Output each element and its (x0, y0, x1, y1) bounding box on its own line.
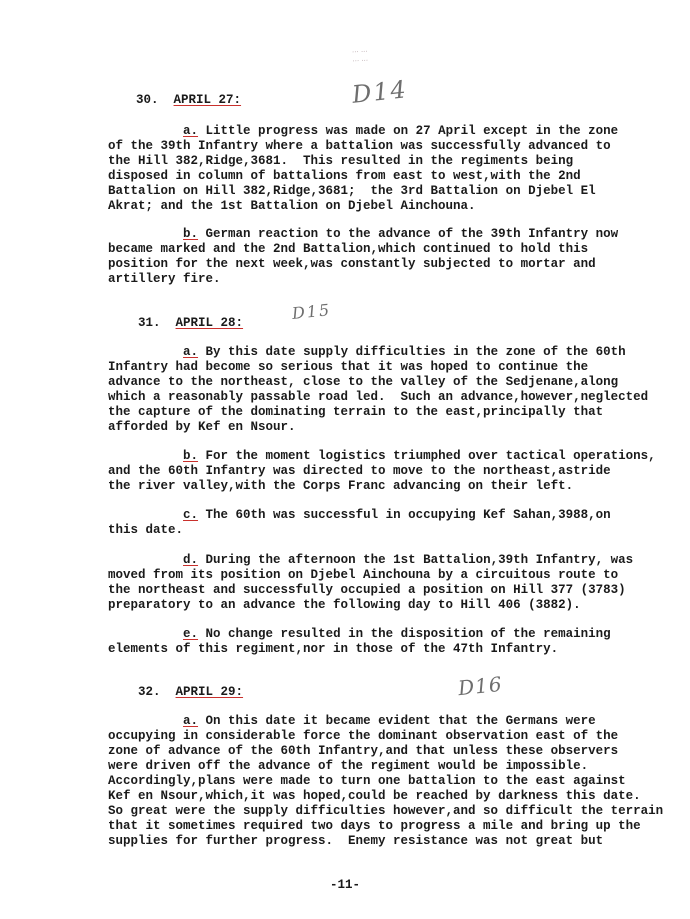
paragraph-line: were driven off the advance of the regiment would be impossible. (108, 759, 589, 773)
paragraph-first-line (108, 124, 648, 139)
paragraph-first-line (108, 627, 648, 642)
paragraph-first-line (108, 227, 648, 242)
paragraph-first-line (108, 345, 648, 360)
section-heading (138, 685, 243, 699)
paragraph-line: afforded by Kef en Nsour. (108, 420, 296, 434)
paragraph-label: b. (183, 449, 199, 463)
paragraph-label: c. (183, 508, 199, 522)
paragraph-line: Battalion on Hill 382,Ridge,3681; the 3rd Battalion on Djebel El (108, 184, 596, 198)
paragraph-line: artillery fire. (108, 272, 221, 286)
paragraph-line: and the 60th Infantry was directed to move to the northeast,astride (108, 464, 611, 478)
stamp-line: ... ... (351, 45, 368, 55)
paragraph (108, 124, 648, 214)
page-number: -11- (329, 878, 360, 892)
section-number: 32. (138, 685, 161, 699)
paragraph-line: Kef en Nsour,which,it was hoped,could be reached by darkness this date. (108, 789, 641, 803)
paragraph-line: this date. (108, 523, 184, 537)
paragraph-label: a. (183, 714, 199, 728)
paragraph-label: b. (183, 227, 199, 241)
paragraph-line: became marked and the 2nd Battalion,which continued to hold this (108, 242, 589, 256)
paragraph-line: moved from its position on Djebel Ainchouna by a circuitous route to (108, 568, 619, 582)
paragraph-line: Accordingly,plans were made to turn one battalion to the east against (108, 774, 626, 788)
paragraph (108, 449, 656, 494)
paragraph-text: For the moment logistics triumphed over tactical operations, (205, 449, 656, 463)
section-date: APRIL 28: (175, 316, 244, 330)
paragraph-line: So great were the supply difficulties however,and so difficult the terrain (108, 804, 664, 818)
paragraph-first-line (108, 714, 648, 729)
paragraph-label: a. (183, 124, 199, 138)
paragraph-text: German reaction to the advance of the 39th Infantry now (205, 227, 619, 241)
paragraph-line: the northeast and successfully occupied a position on Hill 377 (3783) (108, 583, 626, 597)
paragraph-first-line (108, 449, 656, 464)
paragraph (108, 714, 664, 849)
paragraph-label: a. (183, 345, 199, 359)
paragraph-first-line (108, 553, 648, 568)
paragraph-line: supplies for further progress. Enemy resistance was not great but (108, 834, 604, 848)
paragraph-line: occupying in considerable force the dominant observation east of the (108, 729, 619, 743)
paragraph-line: the river valley,with the Corps Franc advancing on their left. (108, 479, 574, 493)
paragraph (108, 553, 648, 613)
section-heading (138, 316, 243, 330)
paragraph-line: which a reasonably passable road led. Such an advance,however,neglected (108, 390, 649, 404)
section-number: 31. (138, 316, 161, 330)
paragraph-line: the Hill 382,Ridge,3681. This resulted in the regiments being (108, 154, 574, 168)
paragraph-line: disposed in column of battalions from east to west,with the 2nd (108, 169, 581, 183)
paragraph (108, 345, 648, 435)
handwritten-mark: D16 (456, 671, 504, 701)
paragraph-line: advance to the northeast, close to the valley of the Sedjenane,along (108, 375, 619, 389)
paragraph (108, 627, 648, 657)
paragraph-text: By this date supply difficulties in the zone of the 60th (205, 345, 626, 359)
section-date: APRIL 27: (173, 93, 242, 107)
faded-stamp (300, 43, 421, 67)
paragraph-first-line (108, 508, 648, 523)
section-date: APRIL 29: (175, 685, 244, 699)
section-heading (136, 93, 241, 107)
paragraph-label: e. (183, 627, 199, 641)
paragraph-text: On this date it became evident that the Germans were (205, 714, 596, 728)
handwritten-mark: D15 (291, 300, 333, 323)
paragraph (108, 227, 648, 287)
paragraph-line: of the 39th Infantry where a battalion was successfully advanced to (108, 139, 611, 153)
paragraph-line: that it sometimes required two days to progress a mile and bring up the (108, 819, 641, 833)
paragraph-text: The 60th was successful in occupying Kef Sahan,3988,on (205, 508, 611, 522)
paragraph-text: Little progress was made on 27 April except in the zone (205, 124, 619, 138)
section-number: 30. (136, 93, 159, 107)
stamp-line: ... ... (352, 54, 369, 64)
handwritten-mark: D14 (350, 75, 410, 109)
paragraph-text: During the afternoon the 1st Battalion,39th Infantry, was (205, 553, 634, 567)
paragraph-text: No change resulted in the disposition of the remaining (205, 627, 611, 641)
paragraph-line: Infantry had become so serious that it was hoped to continue the (108, 360, 589, 374)
paragraph-line: elements of this regiment,nor in those of the 47th Infantry. (108, 642, 559, 656)
paragraph-line: zone of advance of the 60th Infantry,and that unless these observers (108, 744, 619, 758)
paragraph (108, 508, 648, 538)
paragraph-line: the capture of the dominating terrain to the east,principally that (108, 405, 604, 419)
paragraph-line: Akrat; and the 1st Battalion on Djebel Ainchouna. (108, 199, 476, 213)
paragraph-line: position for the next week,was constantly subjected to mortar and (108, 257, 596, 271)
paragraph-line: preparatory to an advance the following day to Hill 406 (3882). (108, 598, 581, 612)
paragraph-label: d. (183, 553, 199, 567)
